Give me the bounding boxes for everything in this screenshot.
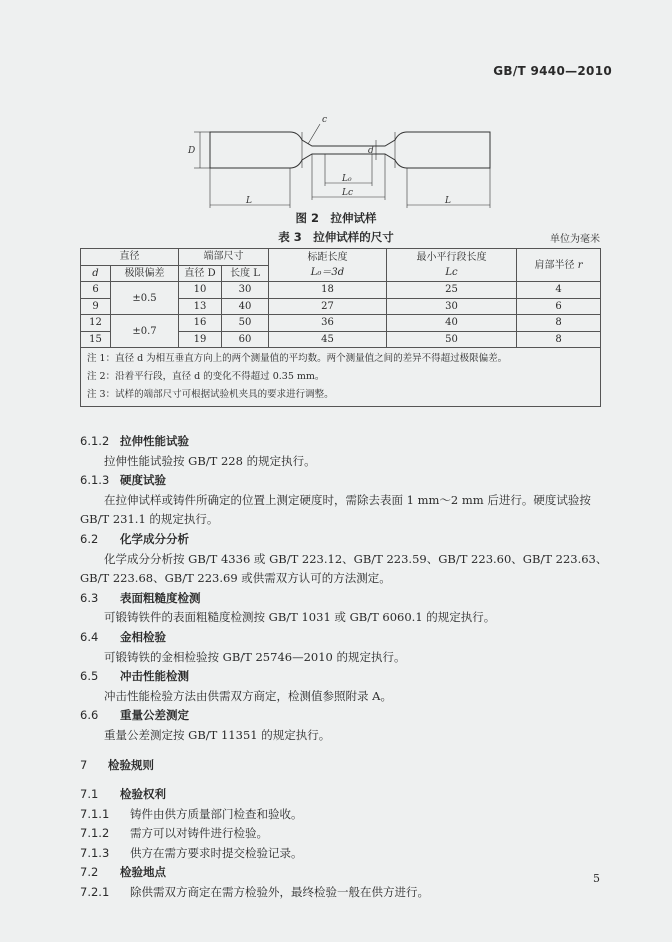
label-D: D (188, 146, 196, 156)
section-7-1-heading (80, 785, 610, 805)
section-7-1-3 (80, 844, 610, 864)
section-6-1-3-text-1: 在拉伸试样或铸件所确定的位置上测定硬度时，需除去表面 1 mm～2 mm 后进行。硬度试验按 (104, 492, 591, 507)
section-number: 7.1.3 (80, 845, 110, 860)
section-6-1-3-text-2: GB/T 231.1 的规定执行。 (80, 512, 219, 527)
cell-L0: 18 (269, 282, 387, 299)
section-title: 检验地点 (120, 865, 166, 880)
cell-r: 6 (517, 298, 601, 315)
section-text: 除供需双方商定在需方检验外，最终检验一般在供方进行。 (130, 885, 429, 900)
section-number: 7.2.1 (80, 885, 110, 900)
section-6-4-text: 可锻铸铁的金相检验按 GB/T 25746—2010 的规定执行。 (104, 649, 406, 664)
cell-L: 50 (222, 315, 269, 332)
section-6-1-3-heading (80, 471, 610, 491)
section-6-5-text: 冲击性能检验方法由供需双方商定，检测值参照附录 A。 (104, 688, 392, 703)
chapter-number: 7 (80, 757, 88, 772)
section-title: 金相检验 (120, 629, 166, 644)
cell-Lc: 30 (387, 298, 517, 315)
header-diameter-D: 直径 D (179, 265, 222, 282)
min-parallel-label: 最小平行段长度 (416, 252, 487, 263)
section-text: 需方可以对铸件进行检验。 (130, 826, 268, 841)
body-text (80, 432, 610, 903)
shoulder-radius-symbol: r (577, 259, 583, 271)
cell-D: 13 (179, 298, 222, 315)
section-text: 铸件由供方质量部门检查和验收。 (130, 806, 303, 821)
section-6-6-heading (80, 706, 610, 726)
cell-tolerance: ±0.5 (111, 282, 179, 315)
table-notes-row (81, 348, 601, 407)
section-text: 供方在需方要求时提交检验记录。 (130, 845, 303, 860)
figure-caption: 图 2 拉伸试样 (295, 211, 377, 225)
header-diameter: 直径 (81, 249, 179, 266)
cell-d: 6 (81, 282, 111, 299)
cell-L0: 27 (269, 298, 387, 315)
cell-L: 30 (222, 282, 269, 299)
section-number: 7.2 (80, 865, 99, 880)
section-title: 检验权利 (120, 787, 166, 802)
section-title: 表面粗糙度检测 (120, 590, 201, 605)
section-6-2-heading (80, 530, 610, 550)
section-number: 6.4 (80, 629, 99, 644)
header-length-L: 长度 L (222, 265, 269, 282)
table-header-row (81, 249, 601, 266)
section-number: 7.1 (80, 787, 99, 802)
standard-code: GB/T 9440—2010 (493, 64, 612, 78)
cell-D: 19 (179, 331, 222, 348)
unit-note: 单位为毫米 (550, 234, 600, 245)
specimen-outline (210, 132, 490, 168)
section-6-6-text: 重量公差测定按 GB/T 11351 的规定执行。 (104, 727, 331, 742)
header-min-parallel (387, 249, 517, 282)
table-notes (81, 348, 601, 407)
section-6-3-text: 可锻铸铁件的表面粗糙度检测按 GB/T 1031 或 GB/T 6060.1 的规定执行。 (104, 610, 496, 625)
cell-L0: 45 (269, 331, 387, 348)
header-end-size: 端部尺寸 (179, 249, 269, 266)
table-note-2: 注 2：沿着平行段，直径 d 的变化不得超过 0.35 mm。 (87, 371, 325, 382)
cell-D: 16 (179, 315, 222, 332)
section-number: 6.1.2 (80, 434, 110, 448)
header-d: d (81, 265, 111, 282)
table-note-3: 注 3：试样的端部尺寸可根据试验机夹具的要求进行调整。 (87, 389, 334, 400)
cell-L: 40 (222, 298, 269, 315)
cell-tolerance: ±0.7 (111, 315, 179, 348)
section-number: 6.5 (80, 669, 99, 684)
shoulder-radius-label: 肩部半径 (534, 259, 575, 271)
section-6-1-2-text: 拉伸性能试验按 GB/T 228 的规定执行。 (104, 453, 316, 468)
section-7-2-1 (80, 883, 610, 903)
section-number: 6.1.3 (80, 473, 110, 488)
label-L-left: L (246, 196, 252, 206)
table-row (81, 282, 601, 299)
table-row (81, 315, 601, 332)
cell-Lc: 40 (387, 315, 517, 332)
table-caption: 表 3 拉伸试样的尺寸 (278, 230, 394, 244)
header-gauge-length (269, 249, 387, 282)
section-title: 重量公差测定 (120, 708, 189, 723)
section-6-4-heading (80, 628, 610, 648)
cell-r: 8 (517, 315, 601, 332)
section-6-1-2-heading (80, 432, 610, 452)
cell-d: 15 (81, 331, 111, 348)
section-6-2-text-1: 化学成分分析按 GB/T 4336 或 GB/T 223.12、GB/T 223.59、GB/T 223.60、GB/T 223.63、 (104, 551, 608, 566)
section-6-5-heading (80, 667, 610, 687)
gauge-length-formula: L₀＝3d (310, 267, 345, 278)
label-L-right: L (445, 196, 451, 206)
cell-D: 10 (179, 282, 222, 299)
label-c: c (322, 115, 328, 125)
label-L0: L₀ (342, 174, 352, 184)
specimen-dimensions-table (80, 248, 601, 407)
label-Lc: Lc (342, 188, 354, 198)
section-title: 化学成分分析 (120, 531, 189, 546)
gauge-length-label: 标距长度 (307, 252, 348, 263)
section-7-2-heading (80, 863, 610, 883)
tensile-specimen-figure (180, 110, 510, 220)
section-number: 6.2 (80, 531, 99, 546)
section-number: 6.3 (80, 590, 99, 605)
cell-r: 4 (517, 282, 601, 299)
table-note-1: 注 1：直径 d 为相互垂直方向上的两个测量值的平均数。两个测量值之间的差异不得超过极限偏差。 (87, 353, 508, 364)
section-number: 6.6 (80, 708, 99, 723)
chapter-title: 检验规则 (108, 757, 154, 772)
section-6-2-text-2: GB/T 223.68、GB/T 223.69 或供需双方认可的方法测定。 (80, 571, 391, 586)
section-number: 7.1.2 (80, 826, 110, 841)
section-title: 冲击性能检测 (120, 669, 189, 684)
cell-r: 8 (517, 331, 601, 348)
cell-d: 12 (81, 315, 111, 332)
section-6-3-heading (80, 589, 610, 609)
section-number: 7.1.1 (80, 806, 110, 821)
min-parallel-symbol: Lc (445, 267, 458, 278)
section-7-1-2 (80, 824, 610, 844)
cell-d: 9 (81, 298, 111, 315)
header-tolerance: 极限偏差 (111, 265, 179, 282)
header-shoulder-radius (517, 249, 601, 282)
page-number: 5 (593, 872, 600, 885)
cell-L: 60 (222, 331, 269, 348)
label-d: d (368, 146, 374, 156)
section-7-1-1 (80, 805, 610, 825)
section-title: 拉伸性能试验 (120, 434, 189, 448)
cell-Lc: 25 (387, 282, 517, 299)
section-title: 硬度试验 (120, 473, 166, 488)
cell-Lc: 50 (387, 331, 517, 348)
chapter-7-heading (80, 756, 610, 776)
cell-L0: 36 (269, 315, 387, 332)
